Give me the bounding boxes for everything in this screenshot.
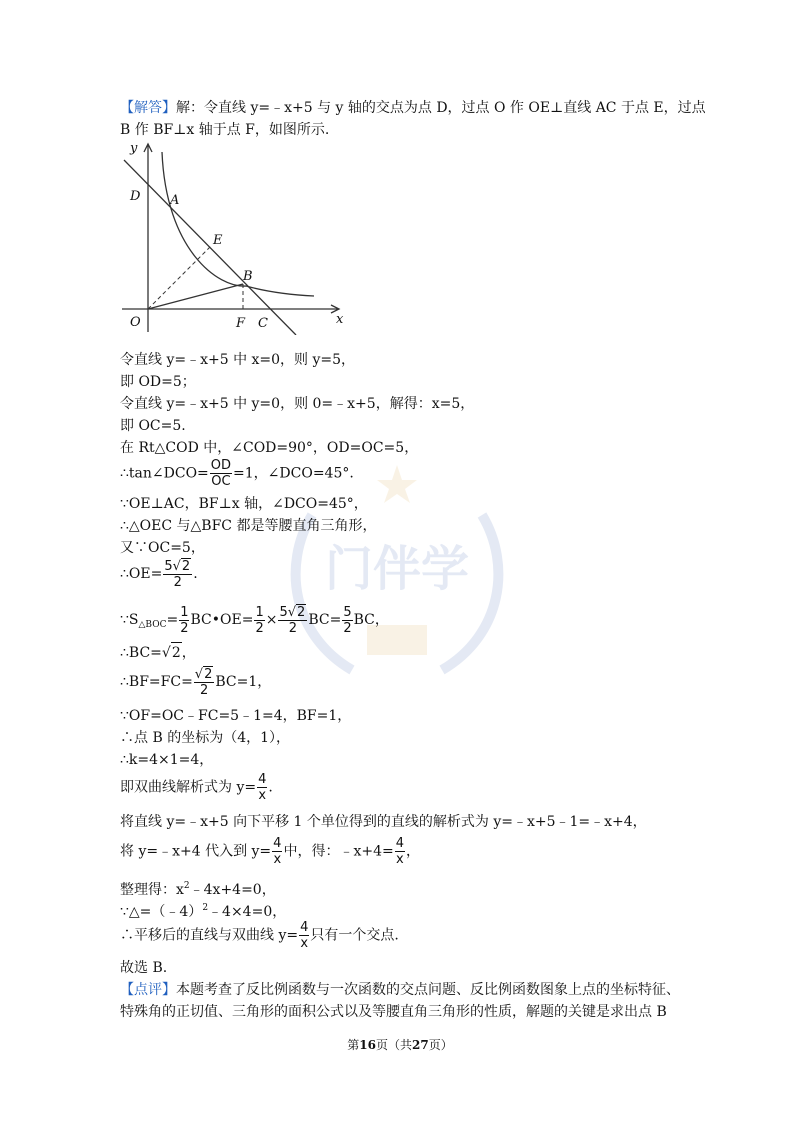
step-19-c: ，	[406, 843, 420, 860]
step-5: 在 Rt△COD 中，∠COD=90°，OD=OC=5，	[120, 440, 419, 456]
step-11	[120, 604, 389, 636]
fraction-half-1	[179, 605, 189, 636]
segment-oe-dashed	[148, 245, 212, 309]
exponent: 2	[202, 903, 209, 913]
step-22-a: ∴平移后的直线与双曲线 y=	[120, 927, 299, 944]
frac-num: 1	[255, 604, 264, 620]
step-22	[120, 920, 399, 951]
comment-line-1	[120, 980, 680, 1000]
step-19-b: 中，得：﹣x+4=	[283, 843, 394, 860]
num-radicand: 2	[181, 559, 191, 574]
comment-line-2: 特殊角的正切值、三角形的面积公式以及等腰直角三角形的性质，解题的关键是求出点 B	[120, 1004, 667, 1020]
step-6	[120, 458, 354, 489]
frac-num: 5	[343, 604, 352, 620]
frac-den: x	[258, 788, 267, 803]
fraction-root2-half	[194, 666, 215, 698]
frac-den: 2	[343, 620, 352, 636]
step-11-c: BC•OE=	[190, 612, 254, 628]
step-13	[120, 666, 271, 698]
fraction-five-half	[342, 605, 352, 636]
coordinate-figure	[118, 140, 348, 335]
frac-den: 2	[199, 683, 209, 698]
frac-num: OD	[210, 458, 232, 473]
intro-line-1	[120, 98, 706, 118]
step-13-b: BC=1，	[215, 674, 272, 690]
exponent: 2	[183, 881, 190, 891]
frac-den: 2	[173, 575, 182, 590]
fraction-oe-value	[278, 604, 307, 636]
radicand: 2	[171, 642, 182, 663]
step-22-b: 只有一个交点.	[310, 927, 399, 944]
label-f: F	[236, 316, 246, 331]
footer-b: 页（共	[375, 1038, 412, 1052]
step-21	[120, 898, 286, 922]
step-3: 令直线 y=﹣x+5 中 y=0，则 0=﹣x+5，解得：x=5，	[120, 396, 475, 412]
step-6-b: =1，∠DCO=45°.	[233, 465, 354, 482]
fraction-half-2	[254, 605, 264, 636]
step-12: ∴BC=√2，	[120, 642, 196, 663]
frac-den: x	[273, 852, 282, 867]
label-y: y	[130, 141, 138, 156]
total-pages: 27	[412, 1038, 429, 1052]
label-c: C	[258, 316, 268, 331]
num-coef: 5	[279, 605, 288, 620]
step-21-a: ∵△=（﹣4）	[120, 904, 203, 920]
step-19	[120, 836, 420, 867]
step-10-b: .	[193, 566, 198, 582]
intro-line-2: B 作 BF⊥x 轴于点 F，如图所示.	[120, 122, 330, 138]
step-20-a: 整理得：x	[120, 882, 184, 898]
num-coef: 5	[164, 559, 173, 574]
step-11-a: ∵S	[120, 612, 139, 628]
step-17-b: .	[268, 779, 273, 796]
step-6-a: ∴tan∠DCO=	[120, 465, 209, 482]
step-2: 即 OD=5；	[120, 374, 196, 390]
fraction-od-oc	[210, 458, 232, 489]
frac-den: OC	[211, 474, 231, 489]
step-18: 将直线 y=﹣x+5 向下平移 1 个单位得到的直线的解析式为 y=﹣x+5﹣1=﹣x+4，	[120, 814, 647, 830]
segment-ob	[148, 284, 243, 309]
step-17-a: 即双曲线解析式为 y=	[120, 779, 257, 796]
frac-num: 1	[180, 604, 189, 620]
fraction-4-over-x-2	[395, 836, 405, 867]
step-17	[120, 772, 273, 803]
step-13-a: ∴BF=FC=	[120, 674, 193, 690]
label-d: D	[130, 189, 141, 204]
step-12-b: ，	[181, 645, 196, 661]
page-footer	[0, 1036, 800, 1053]
step-12-a: ∴BC=	[120, 645, 162, 661]
page-number: 16	[359, 1038, 376, 1052]
frac-den: x	[300, 936, 309, 951]
step-21-b: ﹣4×4=0，	[208, 904, 287, 920]
frac-den: 2	[255, 620, 264, 636]
hyperbola-curve	[162, 152, 314, 296]
frac-num: 4	[273, 836, 282, 851]
fraction-4-over-x	[257, 772, 267, 803]
frac-den: 2	[180, 620, 189, 636]
fraction-4-over-x	[272, 836, 282, 867]
step-20	[120, 876, 276, 900]
label-a: A	[170, 193, 180, 208]
footer-c: 页）	[428, 1038, 453, 1052]
step-10	[120, 558, 198, 590]
footer-a: 第	[347, 1038, 360, 1052]
frac-num: 5√2	[164, 559, 191, 574]
step-15: ∴点 B 的坐标为（4，1），	[120, 730, 291, 746]
step-16: ∴k=4×1=4，	[120, 752, 214, 768]
times-sign: ×	[265, 612, 278, 628]
step-8: ∴△OEC 与△BFC 都是等腰直角三角形，	[120, 518, 377, 534]
fraction-oe	[163, 558, 192, 590]
step-19-a: 将 y=﹣x+4 代入到 y=	[120, 843, 272, 860]
answer-tag: 【解答】	[120, 100, 176, 116]
step-4: 即 OC=5.	[120, 418, 186, 434]
step-20-b: ﹣4x+4=0，	[189, 882, 276, 898]
comment-tag: 【点评】	[120, 982, 176, 998]
num-radicand: 2	[297, 605, 306, 620]
label-e: E	[213, 233, 223, 248]
label-b: B	[243, 269, 253, 284]
step-11-d: BC=	[308, 612, 342, 628]
frac-num: √2	[194, 667, 213, 682]
step-11-e: BC，	[353, 612, 389, 628]
step-1: 令直线 y=﹣x+5 中 x=0，则 y=5，	[120, 352, 356, 368]
label-o: O	[130, 315, 141, 330]
triangle-subscript: △BOC	[138, 620, 167, 630]
intro-text-1: 解：令直线 y=﹣x+5 与 y 轴的交点为点 D，过点 O 作 OE⊥直线 AC 于点 E，过点	[176, 100, 706, 116]
frac-num: 4	[395, 836, 404, 851]
step-9: 又∵OC=5，	[120, 540, 205, 556]
frac-num: 4	[258, 772, 267, 787]
fraction-4-over-x	[299, 920, 309, 951]
frac-num: 5√2	[279, 605, 306, 620]
num-radicand: 2	[204, 667, 213, 682]
frac-den: 2	[288, 621, 298, 636]
step-23: 故选 B.	[120, 960, 168, 976]
step-10-a: ∴OE=	[120, 566, 163, 582]
label-x: x	[336, 312, 344, 327]
comment-text-1: 本题考查了反比例函数与一次函数的交点问题、反比例函数图象上点的坐标特征、	[176, 982, 680, 998]
step-11-b: =	[166, 612, 179, 628]
frac-num: 4	[300, 920, 309, 935]
step-14: ∵OF=OC﹣FC=5﹣1=4，BF=1，	[120, 708, 352, 724]
step-7: ∵OE⊥AC，BF⊥x 轴，∠DCO=45°，	[120, 496, 368, 512]
watermark-text: 门伴学	[324, 541, 470, 597]
frac-den: x	[396, 852, 404, 867]
